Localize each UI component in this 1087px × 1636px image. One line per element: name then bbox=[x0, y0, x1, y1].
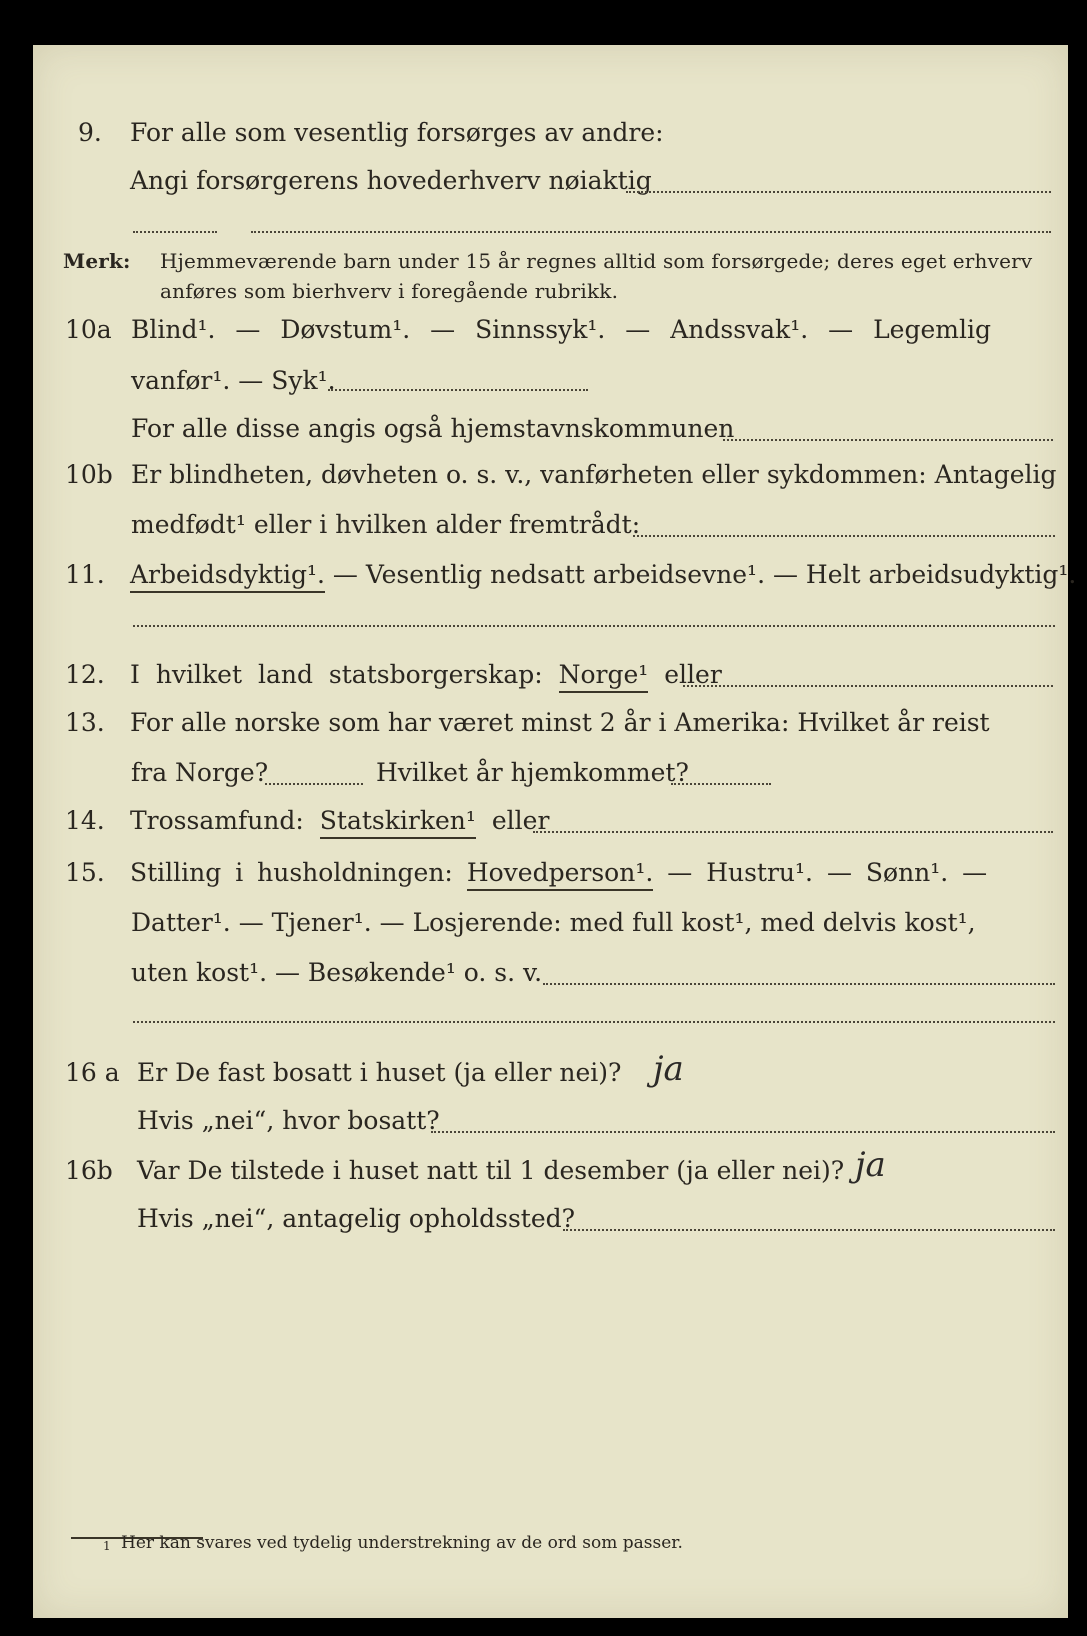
question-text: Er De fast bosatt i huset (ja eller nei)? bbox=[137, 1058, 622, 1087]
question-text: For alle norske som har været minst 2 år i Amerika: Hvilket år reist bbox=[130, 708, 990, 737]
question-option: eller bbox=[491, 806, 550, 835]
question-number: 10a bbox=[65, 315, 112, 344]
answer-line[interactable] bbox=[251, 231, 1051, 233]
question-16b bbox=[33, 1145, 1068, 1191]
question-options: — Hustru¹. — Sønn¹. — bbox=[667, 858, 988, 887]
question-text: medfødt¹ eller i hvilken alder fremtrådt: bbox=[131, 510, 641, 539]
question-text: Angi forsørgerens hovederhverv nøiaktig bbox=[130, 166, 652, 195]
question-text bbox=[130, 853, 987, 893]
question-text: Er blindheten, døvheten o. s. v., vanførheten eller sykdommen: Antagelig bbox=[131, 460, 1057, 489]
question-number: 11. bbox=[65, 560, 105, 589]
answer-line[interactable] bbox=[633, 535, 1055, 537]
answer-line[interactable] bbox=[133, 1021, 1055, 1023]
handwritten-answer[interactable]: ja bbox=[653, 1049, 684, 1089]
question-text: fra Norge? bbox=[131, 758, 269, 787]
question-prompt: I hvilket land statsborgerskap: bbox=[130, 660, 543, 689]
selected-option[interactable]: Hovedperson¹. bbox=[467, 858, 653, 891]
answer-line[interactable] bbox=[265, 783, 363, 785]
question-text: For alle som vesentlig forsørges av andre: bbox=[130, 118, 664, 147]
question-12 bbox=[33, 655, 1068, 695]
answer-line[interactable] bbox=[328, 389, 588, 391]
note-text: Hjemmeværende barn under 15 år regnes alltid som forsørgede; deres eget erhverv bbox=[160, 249, 1033, 273]
question-number: 14. bbox=[65, 806, 105, 835]
answer-line[interactable] bbox=[723, 439, 1053, 441]
selected-option[interactable]: Arbeidsdyktig¹. bbox=[130, 560, 325, 593]
answer-line[interactable] bbox=[533, 831, 1053, 833]
question-number: 10b bbox=[65, 460, 113, 489]
answer-line[interactable] bbox=[671, 783, 771, 785]
question-text bbox=[130, 655, 722, 695]
note-label: Merk: bbox=[63, 249, 131, 273]
question-15-line-2 bbox=[33, 903, 1068, 943]
question-16b-line-2 bbox=[33, 1199, 1068, 1239]
question-options: — Vesentlig nedsatt arbeidsevne¹. — Helt arbeidsudyktig¹. bbox=[332, 560, 1077, 589]
question-prompt: Trossamfund: bbox=[130, 806, 304, 835]
question-number: 12. bbox=[65, 660, 105, 689]
question-text: vanfør¹. — Syk¹. bbox=[131, 366, 336, 395]
question-number: 16 a bbox=[65, 1058, 120, 1087]
question-text: Blind¹. — Døvstum¹. — Sinnssyk¹. — Andssvak¹. — Legemlig bbox=[131, 315, 991, 344]
answer-line[interactable] bbox=[133, 625, 1055, 627]
question-text: Var De tilstede i huset natt til 1 desember (ja eller nei)? bbox=[137, 1156, 845, 1185]
question-13-line-2 bbox=[33, 753, 1068, 793]
question-text: For alle disse angis også hjemstavnskommunen bbox=[131, 414, 735, 443]
question-options: Datter¹. — Tjener¹. — Losjerende: med full kost¹, med delvis kost¹, bbox=[131, 908, 976, 937]
question-10b bbox=[33, 455, 1068, 495]
answer-line[interactable] bbox=[543, 983, 1055, 985]
question-11 bbox=[33, 555, 1077, 595]
question-16a bbox=[33, 1049, 1068, 1093]
question-10b-line-2 bbox=[33, 505, 1068, 545]
answer-line[interactable] bbox=[431, 1131, 1055, 1133]
footnote-text: Her kan svares ved tydelig understrekning av de ord som passer. bbox=[121, 1533, 683, 1553]
answer-line[interactable] bbox=[683, 685, 1053, 687]
note-line-2 bbox=[33, 271, 1068, 311]
question-text bbox=[130, 555, 1076, 595]
question-number: 13. bbox=[65, 708, 105, 737]
question-9 bbox=[33, 113, 1068, 153]
question-text bbox=[130, 801, 549, 841]
question-number: 15. bbox=[65, 858, 105, 887]
question-text: Hvilket år hjemkommet? bbox=[376, 758, 689, 787]
handwritten-answer[interactable]: ja bbox=[855, 1145, 886, 1185]
question-number: 16b bbox=[65, 1156, 113, 1185]
question-text: Hvis „nei“, antagelig opholdssted? bbox=[137, 1204, 576, 1233]
census-form-page bbox=[33, 45, 1077, 1618]
question-10a-line-3 bbox=[33, 409, 1068, 449]
question-15 bbox=[33, 853, 1068, 893]
answer-line[interactable] bbox=[626, 191, 1051, 193]
answer-line[interactable] bbox=[133, 231, 217, 233]
footnote-mark: 1 bbox=[103, 1539, 111, 1553]
question-option: eller bbox=[664, 660, 722, 689]
question-text: Hvis „nei“, hvor bosatt? bbox=[137, 1106, 440, 1135]
answer-line[interactable] bbox=[563, 1229, 1055, 1231]
selected-option[interactable]: Norge¹ bbox=[559, 660, 649, 693]
question-number: 9. bbox=[78, 118, 102, 147]
question-options: uten kost¹. — Besøkende¹ o. s. v. bbox=[131, 958, 543, 987]
question-16a-line-2 bbox=[33, 1101, 1068, 1141]
selected-option[interactable]: Statskirken¹ bbox=[320, 806, 476, 839]
question-13 bbox=[33, 703, 1068, 743]
question-9-line-2 bbox=[33, 161, 1068, 201]
question-prompt: Stilling i husholdningen: bbox=[130, 858, 453, 887]
question-10a bbox=[33, 310, 1068, 350]
question-14 bbox=[33, 801, 1068, 841]
note-text: anføres som bierhverv i foregående rubrikk. bbox=[160, 279, 619, 303]
question-15-line-3 bbox=[33, 953, 1068, 993]
question-10a-line-2 bbox=[33, 361, 1068, 401]
